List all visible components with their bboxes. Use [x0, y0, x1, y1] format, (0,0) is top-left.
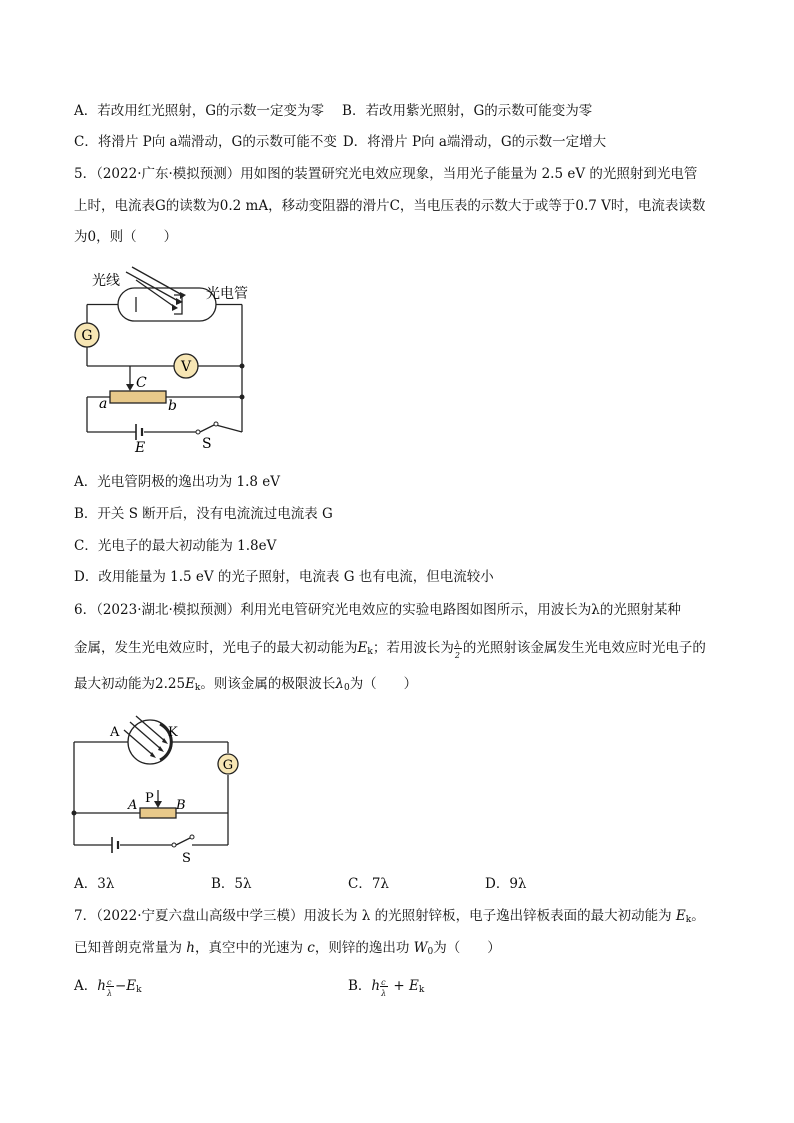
q6-stem-line2: 金属，发生光电效应时，光电子的最大初动能为$E_k$；若用波长为 λ 2 的光照射该金属发生光电效应时光电子的 — [74, 639, 706, 660]
q5-label-light: 光线 — [92, 273, 120, 289]
q7-stem-line2: 已知普朗克常量为 h，真空中的光速为 c，则锌的逸出功 $W_0$为（ ） — [74, 940, 501, 957]
q5-stem-line1: 5．（2022·广东·模拟预测）用如图的装置研究光电效应现象，当用光子能量为 2.5 eV 的光照射到光电管 — [74, 166, 698, 182]
q6-option-b: B．5λ — [211, 876, 252, 892]
q4-option-c: C．将滑片 P向 a端滑动，G的示数可能不变 — [74, 134, 337, 150]
q7-stem-line1: 7．（2022·宁夏六盘山高级中学三模）用波长为 λ 的光照射锌板，电子逸出锌板表面的最大初动能为 $E_k$。 — [74, 908, 705, 925]
q5-label-b: b — [168, 398, 177, 414]
q6-option-c: C．7λ — [348, 876, 389, 892]
q5-stem-line2: 上时，电流表G的读数为0.2 mA，移动变阻器的滑片C，当电压表的示数大于或等于0.7 V时，电流表读数 — [74, 198, 706, 214]
q5-label-g: G — [81, 328, 93, 344]
q6-stem-line1: 6．（2023·湖北·模拟预测）利用光电管研究光电效应的实验电路图如图所示，用波长为λ的光照射某种 — [74, 602, 681, 618]
q5-label-tube: 光电管 — [206, 286, 248, 302]
q5-label-a: a — [99, 396, 108, 412]
q7-option-a: A．h c λ $-E_k$ — [74, 977, 142, 998]
q4-option-d: D．将滑片 P向 a端滑动，G的示数一定增大 — [342, 134, 607, 150]
q6-stem-line3: 最大初动能为$2.25E_k$。则该金属的极限波长$\lambda_0$为（ ） — [74, 676, 418, 693]
q5-label-s: S — [202, 436, 212, 452]
q6-rheostat — [140, 808, 176, 818]
q7-option-b: B．h c λ + $E_k$ — [348, 977, 425, 998]
q5-label-e: E — [135, 440, 146, 456]
q6-slider-arrow — [154, 801, 162, 808]
q6-option-a: A．3λ — [74, 876, 115, 892]
q5-label-v: V — [180, 359, 192, 375]
q5-phototube — [118, 288, 216, 321]
q5-slider-arrow — [126, 384, 134, 391]
q4-options-row-cd — [74, 133, 606, 151]
q6-label-cathode: K — [168, 725, 178, 740]
q6-circuit-figure — [68, 712, 248, 867]
q6-label-a: A — [128, 798, 138, 813]
q5-label-c: C — [136, 375, 147, 391]
q4-option-b: B．若改用紫光照射，G的示数可能变为零 — [342, 103, 593, 119]
q6-option-d: D．9λ — [485, 876, 527, 892]
q6-label-g: G — [222, 758, 234, 773]
q5-option-d: D．改用能量为 1.5 eV 的光子照射，电流表 G 也有电流，但电流较小 — [74, 569, 494, 585]
q6-label-p: P — [145, 791, 154, 806]
q5-option-a: A．光电管阴极的逸出功为 1.8 eV — [74, 474, 281, 490]
q4-option-a: A．若改用红光照射，G的示数一定变为零 — [74, 103, 325, 119]
q5-option-c: C．光电子的最大初动能为 1.8eV — [74, 538, 277, 554]
q6-label-s: S — [182, 851, 191, 866]
q6-label-b: B — [176, 798, 186, 813]
q4-options-row-ab — [74, 102, 592, 120]
q5-option-b: B．开关 S 断开后，没有电流流过电流表 G — [74, 506, 333, 522]
q5-stem-line3: 为0，则（ ） — [74, 229, 178, 245]
q6-label-anode: A — [110, 725, 120, 740]
q5-circuit-figure — [70, 262, 260, 462]
q5-rheostat — [110, 391, 166, 403]
